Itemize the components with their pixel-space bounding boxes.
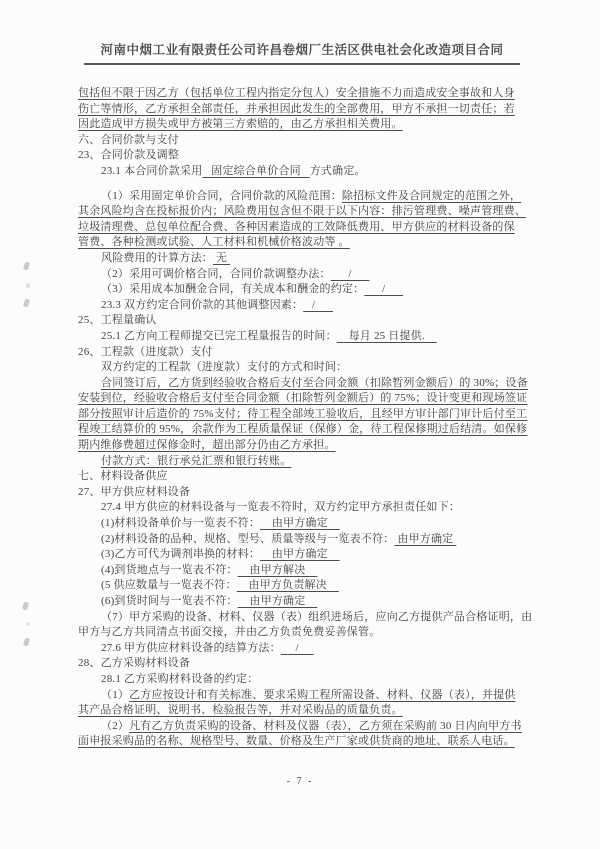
- doc-blank-line: [78, 180, 524, 189]
- underlined-text: 每月 25 日提供.: [336, 329, 437, 342]
- plain-text: 方式确定。: [309, 164, 366, 177]
- page-header: [84, 40, 520, 65]
- underlined-text: /: [280, 641, 314, 654]
- underlined-text: /: [364, 283, 403, 296]
- binding-mark: [25, 621, 30, 626]
- doc-line: [78, 454, 524, 470]
- plain-text: (4)到货地点与一览表不符：: [101, 563, 238, 576]
- doc-line: [78, 164, 524, 180]
- doc-line: [78, 282, 524, 298]
- underlined-text: 面申报采购品的名称、规格型号、数量、价格及生产厂家或供货商的地址、联系人电话。: [78, 735, 515, 748]
- plain-text: (5 供应数量与一览表不符：: [101, 579, 237, 592]
- page-number: - 7 -: [286, 776, 314, 787]
- plain-text: (6)到货时间与一览表不符：: [101, 595, 238, 607]
- plain-text: (1)材料设备单价与一览表不符：: [101, 517, 261, 530]
- underlined-text: 乙方应按设计和有关标准、要求采购工程所需设备、材料、仪器（表），并提供: [129, 688, 516, 701]
- underlined-text: 无: [213, 251, 231, 264]
- doc-line: [78, 438, 524, 454]
- binding-mark: [23, 298, 30, 307]
- doc-line: [78, 656, 524, 672]
- doc-line: [78, 267, 524, 283]
- doc-line: [78, 672, 524, 688]
- doc-line: [78, 469, 524, 485]
- doc-line: [78, 189, 524, 205]
- doc-line: [78, 719, 524, 735]
- doc-line: [78, 610, 533, 626]
- doc-line: [78, 407, 528, 423]
- doc-line: [78, 734, 524, 750]
- plain-text: 28.1 乙方采购材料设备的约定：: [101, 672, 259, 685]
- plain-text: 甲方与乙方共同清点书面交接，并由乙方负责免费妥善保管。: [78, 626, 381, 639]
- underlined-text: 垃圾清理费、总包单位配合费、各种因素造成的工效降低费用、甲方供应的材料设备的保: [78, 220, 515, 233]
- doc-line: [78, 500, 524, 516]
- underlined-text: 由甲方确定: [260, 517, 340, 530]
- plain-text: 25.1 乙方向工程师提交已完工程量报告的时间：: [101, 329, 337, 342]
- document-body: [78, 86, 533, 750]
- underlined-text: 凡有乙方负责采购的设备、材料及仪器（表），乙方须在采购前 30 日内向甲方书: [129, 719, 522, 732]
- underlined-text: 付款方式：银行承兑汇票和银行转账。: [101, 454, 292, 467]
- underlined-text: 管费、各种检测或试验、人工材料和机械价格波动等 。: [78, 236, 350, 249]
- doc-line: [78, 133, 524, 149]
- plain-text: （1）采用固定单价合同，合同价款的风险范围：: [101, 189, 342, 202]
- underlined-text: 程竣工结算价的 95%，余款作为工程质量保证（保修）金，待工程保修期过后结清。如保修: [78, 423, 528, 436]
- underlined-text: 包括但不限于因乙方（包括单位工程内指定分包人）安全措施不力而造成安全事故和人身: [78, 87, 515, 99]
- plain-text: （3）采用成本加酬金合同，有关成本和酬金的约定：: [101, 283, 365, 296]
- plain-text: 七、材料设备供应: [78, 470, 168, 483]
- plain-text: (2)材料设备的品种、规格、型号、质量等级与一览表不符：: [101, 532, 395, 545]
- plain-text: 23.3 双方约定合同价款的其他调整因素：: [101, 298, 304, 311]
- doc-line: [78, 86, 524, 102]
- underlined-text: 由甲方解决: [237, 563, 318, 576]
- plain-text: 风险费用的计算方法：: [101, 251, 213, 264]
- underlined-text: 部分按照审计后造价的 75%支付；待工程全部竣工验收后，且经甲方审计部门审计后付至工: [78, 407, 528, 420]
- doc-line: [78, 563, 524, 579]
- underlined-text: 除招标文件及合同规定的范围之外，: [341, 189, 522, 202]
- doc-line: [78, 485, 524, 501]
- doc-line: [78, 625, 524, 641]
- underlined-text: /: [303, 298, 334, 311]
- plain-text: （2）: [101, 719, 130, 732]
- binding-mark: [23, 261, 30, 270]
- binding-mark: [23, 637, 30, 646]
- underlined-text: 安装到位，经验收合格后支付至合同金额（扣除暂列金额后）的 75%；设计变更和现场签证: [78, 392, 528, 405]
- plain-text: 23.1 本合同价款采用: [101, 164, 203, 177]
- doc-line: [78, 298, 524, 314]
- underlined-text: 因此造成甲方损失或甲方被第三方索赔的，由乙方承担相关费用。: [78, 118, 403, 131]
- plain-text: 25、工程量确认: [78, 314, 157, 327]
- doc-line: [78, 117, 524, 133]
- underlined-text: 期内维修费超过保修金时，超出部分仍由乙方承担。: [78, 439, 336, 452]
- plain-text: 23、合同价款及调整: [78, 149, 179, 162]
- doc-line: [78, 516, 524, 532]
- plain-text: 27.6 甲方供应材料设备的结算方法：: [101, 641, 281, 654]
- doc-line: [78, 688, 524, 704]
- doc-line: [78, 329, 524, 345]
- doc-line: [78, 594, 524, 610]
- doc-line: [78, 360, 524, 376]
- doc-line: [78, 204, 524, 220]
- underlined-text: 合同签订后，乙方货到经验收合格后支付至合同金额（扣除暂列金额后）的 30%；设备: [101, 376, 528, 389]
- underlined-text: 其产品合格证明、说明书、检验报告等，并对采购品的质量负责。: [78, 704, 403, 717]
- underlined-text: 伤亡等情形，乙方承担全部责任，并承担因此发生的全部费用，甲方不承担一切责任；若: [78, 102, 515, 115]
- doc-line: [78, 641, 524, 657]
- doc-line: [78, 313, 524, 329]
- doc-line: [78, 251, 524, 267]
- plain-text: 26、工程款（进度款）支付: [78, 345, 213, 358]
- underlined-text: 固定综合单价合同: [202, 164, 310, 177]
- doc-line: [78, 376, 528, 392]
- doc-line: [78, 102, 524, 118]
- doc-line: [78, 235, 524, 251]
- underlined-text: 由甲方确定: [394, 532, 457, 545]
- plain-text: 27、甲方供应材料设备: [78, 485, 191, 498]
- underlined-text: 由甲方确定: [237, 595, 318, 607]
- doc-line: [78, 578, 524, 594]
- plain-text: (3)乙方可代为调剂串换的材料：: [101, 548, 261, 561]
- doc-line: [78, 345, 524, 361]
- doc-line: [78, 220, 524, 236]
- doc-line: [78, 422, 528, 438]
- underlined-text: /: [330, 267, 370, 280]
- document-title: 河南中烟工业有限责任公司许昌卷烟厂生活区供电社会化改造项目合同: [100, 43, 504, 57]
- underlined-text: 由甲方确定: [260, 548, 340, 561]
- doc-line: [78, 703, 524, 719]
- plain-text: 双方约定的工程款（进度款）支付的方式和时间：: [101, 361, 348, 374]
- plain-text: （2）采用可调价格合同，合同价款调整办法：: [101, 267, 331, 280]
- plain-text: 27.4 甲方供应的材料设备与一览表不符时，双方约定甲方承担责任如下：: [101, 501, 460, 514]
- plain-text: （1）: [101, 688, 130, 701]
- doc-line: [78, 532, 524, 548]
- plain-text: 28、乙方采购材料设备: [78, 657, 191, 670]
- plain-text: 六、合同价款与支付: [78, 133, 179, 146]
- doc-line: [78, 391, 528, 407]
- doc-line: [78, 547, 524, 563]
- plain-text: （7）甲方采购的设备、材料、仪器（表）组织进场后，应向乙方提供产品合格证明，由: [101, 610, 533, 623]
- doc-line: [78, 148, 524, 164]
- binding-mark: [22, 601, 29, 610]
- underlined-text: 由甲方负责解决: [236, 579, 339, 592]
- binding-mark: [25, 283, 30, 289]
- underlined-text: 其余风险均含在投标报价内；风险费用包含但不限于以下内容：排污管理费、噪声管理费、: [78, 205, 526, 218]
